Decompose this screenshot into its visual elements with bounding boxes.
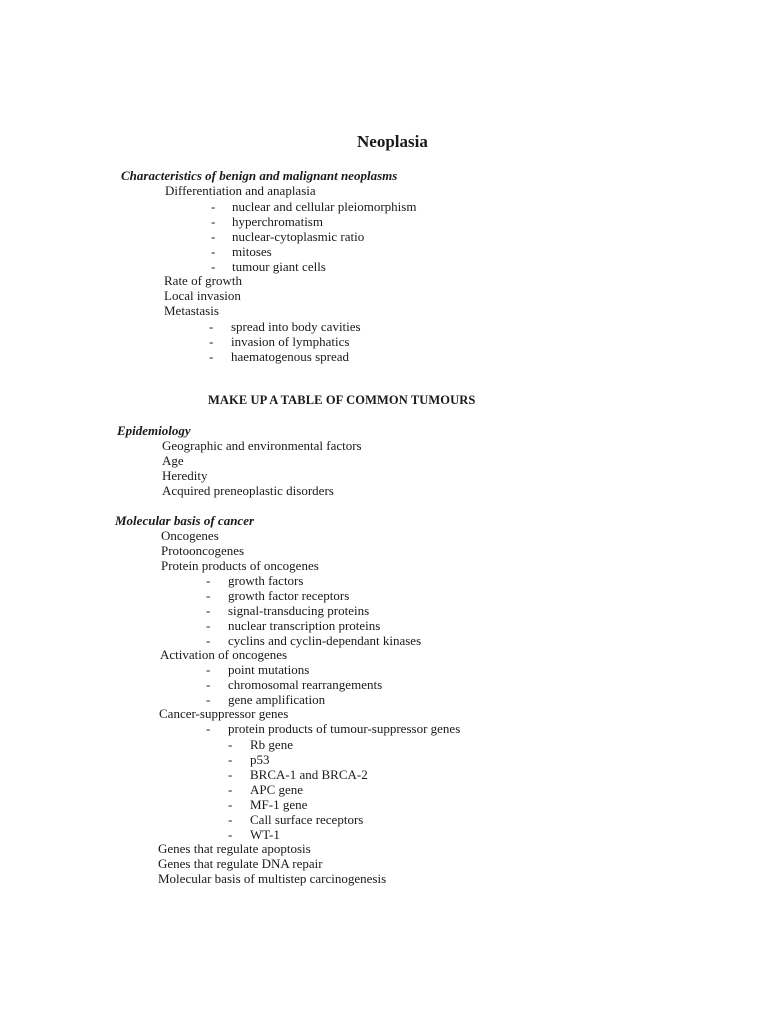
- list-item: signal-transducing proteins: [228, 603, 370, 618]
- bullet-dash: -: [228, 782, 233, 797]
- bullet-dash: -: [206, 573, 211, 588]
- list-item: chromosomal rearrangements: [228, 677, 383, 692]
- bullet-dash: -: [211, 229, 216, 244]
- list-item: hyperchromatism: [232, 214, 323, 229]
- list-item: Call surface receptors: [250, 812, 364, 827]
- bullet-dash: -: [209, 349, 214, 364]
- list-item: Geographic and environmental factors: [162, 438, 362, 453]
- list-item: haematogenous spread: [231, 349, 350, 364]
- section-heading-epidemiology: Epidemiology: [117, 423, 191, 438]
- table-instruction: MAKE UP A TABLE OF COMMON TUMOURS: [208, 393, 476, 407]
- bullet-dash: -: [228, 752, 233, 767]
- list-item: Acquired preneoplastic disorders: [162, 483, 334, 498]
- bullet-dash: -: [211, 259, 216, 274]
- item-apoptosis: Genes that regulate apoptosis: [158, 841, 311, 856]
- bullet-dash: -: [228, 797, 233, 812]
- item-activation: Activation of oncogenes: [160, 647, 288, 662]
- bullet-dash: -: [206, 692, 211, 707]
- list-item: growth factor receptors: [228, 588, 350, 603]
- list-item: cyclins and cyclin-dependant kinases: [228, 633, 422, 648]
- item-protein-products: Protein products of oncogenes: [161, 558, 319, 573]
- list-item: protein products of tumour-suppressor genes: [228, 721, 461, 736]
- bullet-dash: -: [228, 827, 233, 842]
- item-protooncogenes: Protooncogenes: [161, 543, 245, 558]
- page-title: Neoplasia: [357, 132, 428, 151]
- list-item: p53: [250, 752, 270, 767]
- section-heading-characteristics: Characteristics of benign and malignant neoplasms: [121, 168, 398, 183]
- bullet-dash: -: [206, 633, 211, 648]
- item-local-invasion: Local invasion: [164, 288, 241, 303]
- item-oncogenes: Oncogenes: [161, 528, 219, 543]
- list-item: APC gene: [250, 782, 304, 797]
- bullet-dash: -: [228, 737, 233, 752]
- bullet-dash: -: [206, 677, 211, 692]
- list-item: gene amplification: [228, 692, 326, 707]
- bullet-dash: -: [206, 603, 211, 618]
- bullet-dash: -: [211, 214, 216, 229]
- list-item: Rb gene: [250, 737, 293, 752]
- item-dna-repair: Genes that regulate DNA repair: [158, 856, 323, 871]
- bullet-dash: -: [209, 319, 214, 334]
- list-item: MF-1 gene: [250, 797, 308, 812]
- list-item: point mutations: [228, 662, 310, 677]
- bullet-dash: -: [228, 767, 233, 782]
- list-item: BRCA-1 and BRCA-2: [250, 767, 368, 782]
- list-item: nuclear transcription proteins: [228, 618, 381, 633]
- list-item: nuclear-cytoplasmic ratio: [232, 229, 365, 244]
- bullet-dash: -: [206, 618, 211, 633]
- bullet-dash: -: [206, 721, 211, 736]
- item-rate-of-growth: Rate of growth: [164, 273, 242, 288]
- list-item: spread into body cavities: [231, 319, 361, 334]
- list-item: Age: [162, 453, 184, 468]
- list-item: tumour giant cells: [232, 259, 326, 274]
- list-item: invasion of lymphatics: [231, 334, 350, 349]
- list-item: mitoses: [232, 244, 272, 259]
- item-differentiation: Differentiation and anaplasia: [165, 183, 316, 198]
- bullet-dash: -: [206, 588, 211, 603]
- item-suppressor-genes: Cancer-suppressor genes: [159, 706, 289, 721]
- item-metastasis: Metastasis: [164, 303, 219, 318]
- item-multistep: Molecular basis of multistep carcinogenesis: [158, 871, 387, 886]
- bullet-dash: -: [209, 334, 214, 349]
- list-item: growth factors: [228, 573, 304, 588]
- bullet-dash: -: [211, 244, 216, 259]
- list-item: Heredity: [162, 468, 208, 483]
- bullet-dash: -: [211, 199, 216, 214]
- list-item: WT-1: [250, 827, 280, 842]
- list-item: nuclear and cellular pleiomorphism: [232, 199, 417, 214]
- section-heading-molecular: Molecular basis of cancer: [115, 513, 255, 528]
- bullet-dash: -: [206, 662, 211, 677]
- bullet-dash: -: [228, 812, 233, 827]
